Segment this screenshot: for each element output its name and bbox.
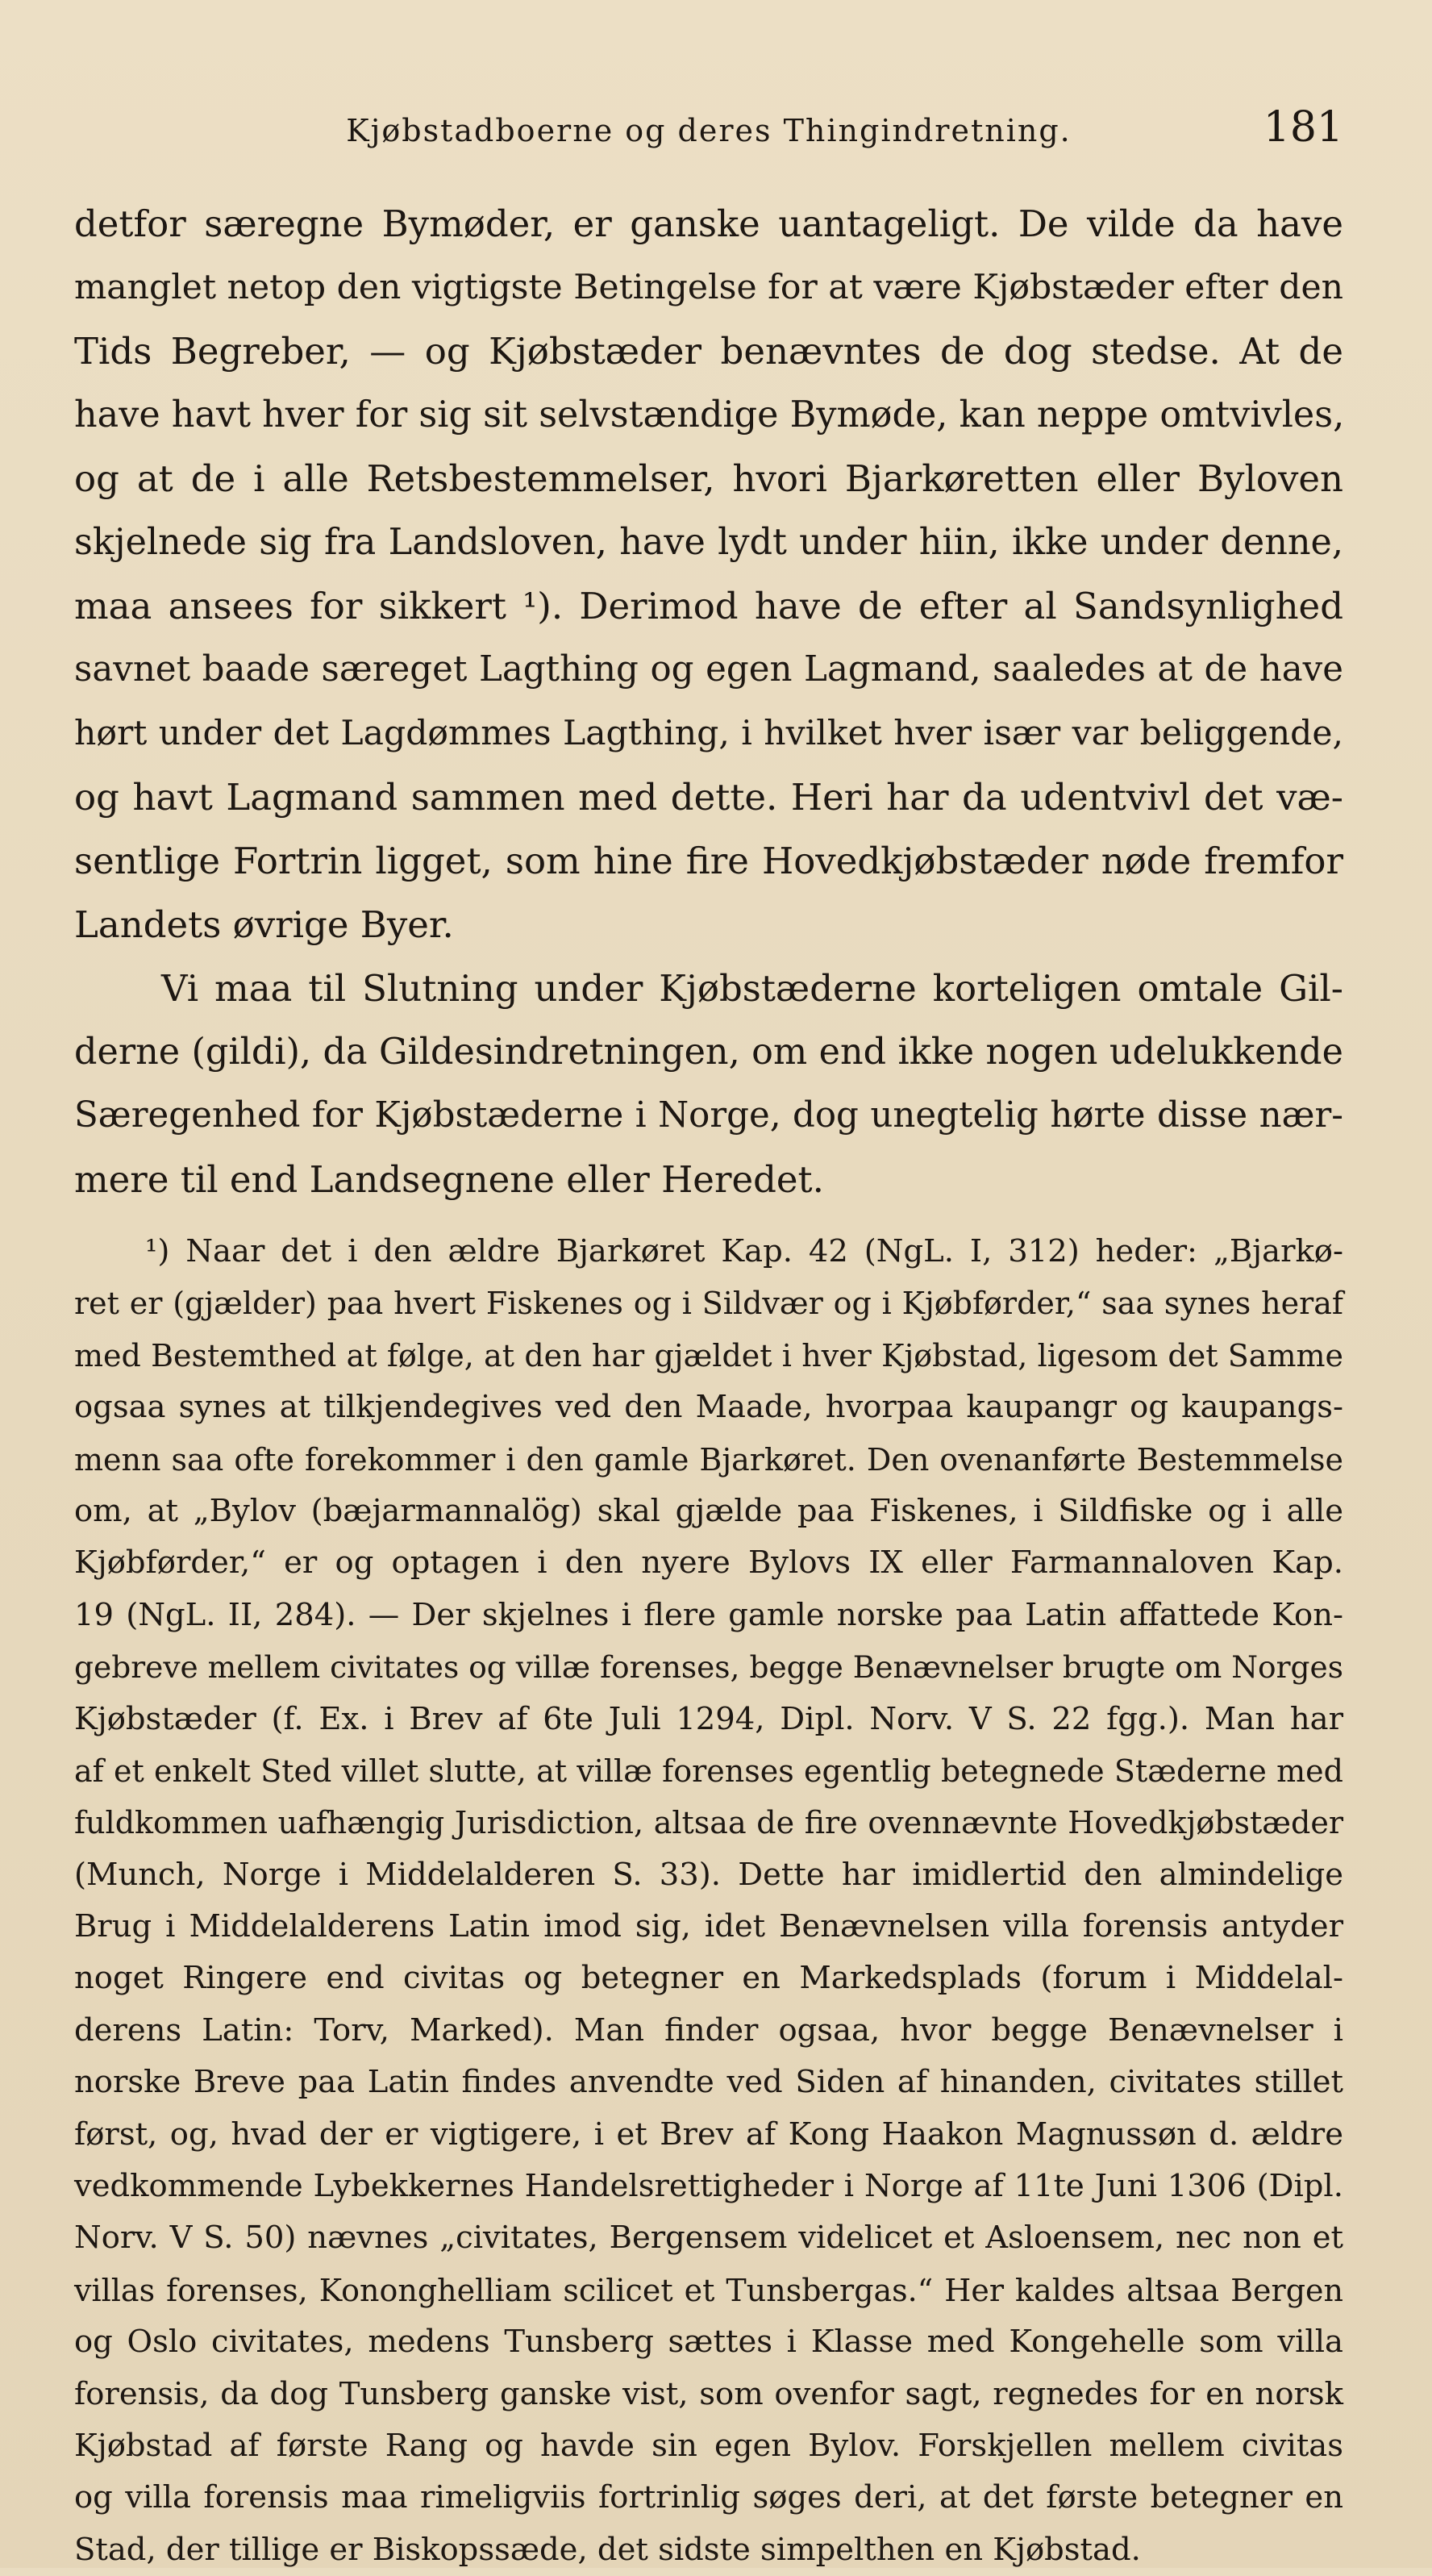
body-line: og havt Lagmand sammen med dette. Heri har da udentvivl det væ-	[74, 776, 1343, 819]
footnote-line: ¹) Naar det i den ældre Bjarkøret Kap. 42 (NgL. I, 312) heder: „Bjarkø-	[145, 1233, 1343, 1269]
footnote-line: og Oslo civitates, medens Tunsberg sættes i Klasse med Kongehelle som villa	[74, 2324, 1343, 2361]
body-line: mere til end Landsegnene eller Heredet.	[74, 1158, 824, 1201]
body-line: have havt hver for sig sit selvstændige Bymøde, kan neppe omtvivles,	[74, 394, 1345, 436]
footnote-line: Norv. V S. 50) nævnes „civitates, Bergensem videlicet et Asloensem, nec non et	[74, 2220, 1343, 2257]
footnote-line: noget Ringere end civitas og betegner en Markedsplads (forum i Middelal-	[74, 1960, 1343, 1997]
body-line: maa ansees for sikkert ¹). Derimod have de efter al Sandsynlighed	[74, 585, 1343, 627]
footnote-line: 19 (NgL. II, 284). — Der skjelnes i flere gamle norske paa Latin affattede Kon-	[74, 1596, 1343, 1633]
body-line: Tids Begreber, — og Kjøbstæder benævntes de dog stedse. At de	[74, 330, 1343, 373]
footnote-line: Kjøbførder,“ er og optagen i den nyere Bylovs IX eller Farmannaloven Kap.	[74, 1544, 1343, 1582]
body-line: og at de i alle Retsbestemmelser, hvori Bjarkøretten eller Byloven	[74, 457, 1343, 500]
body-line: savnet baade særeget Lagthing og egen Lagmand, saaledes at de have	[74, 649, 1343, 690]
body-line: sentlige Fortrin ligget, som hine fire Hovedkjøbstæder nøde fremfor	[74, 840, 1343, 882]
footnote-line: norske Breve paa Latin findes anvendte ved Siden af hinanden, civitates stillet	[74, 2064, 1343, 2101]
footnote-line: af et enkelt Sted villet slutte, at villæ forenses egentlig betegnede Stæderne med	[74, 1753, 1343, 1789]
footnote	[74, 1226, 1343, 2576]
footnote-line: Stad, der tillige er Biskopssæde, det sidste simpelthen en Kjøbstad.	[74, 2531, 1141, 2568]
footnote-line: gebreve mellem civitates og villæ forenses, begge Benævnelser brugte om Norges	[74, 1649, 1343, 1686]
body-line: detfor særegne Bymøder, er ganske uantageligt. De vilde da have	[74, 202, 1343, 245]
body-line: skjelnede sig fra Landsloven, have lydt under hiin, ikke under denne,	[74, 522, 1343, 563]
footnote-line: om, at „Bylov (bæjarmannalög) skal gjælde paa Fiskenes, i Sildfiske og i alle	[74, 1492, 1343, 1529]
footnote-line: med Bestemthed at følge, at den har gjældet i hver Kjøbstad, ligesom det Samme	[74, 1337, 1343, 1373]
footnote-line: ret er (gjælder) paa hvert Fiskenes og i Sildvær og i Kjøbførder,“ saa synes heraf	[74, 1286, 1343, 1322]
footnote-line: derens Latin: Torv, Marked). Man finder ogsaa, hvor begge Benævnelser i	[74, 2011, 1343, 2049]
footnote-line: Kjøbstæder (f. Ex. i Brev af 6te Juli 1294, Dipl. Norv. V S. 22 fgg.). Man har	[74, 1700, 1343, 1737]
footnote-line: først, og, hvad der er vigtigere, i et Brev af Kong Haakon Magnussøn d. ældre	[74, 2115, 1343, 2153]
footnote-line: vedkommende Lybekkernes Handelsrettigheder i Norge af 11te Juni 1306 (Dipl.	[74, 2168, 1343, 2205]
body-text	[74, 192, 1343, 1211]
body-line: derne (gildi), da Gildesindretningen, om end ikke nogen udelukkende	[74, 1032, 1343, 1073]
footnote-line: fuldkommen uafhængig Jurisdiction, altsaa de fire ovennævnte Hovedkjøbstæder	[74, 1805, 1343, 1841]
body-line: Vi maa til Slutning under Kjøbstæderne korteligen omtale Gil-	[161, 967, 1343, 1010]
footnote-line: Kjøbstad af første Rang og havde sin egen Bylov. Forskjellen mellem civitas	[74, 2427, 1343, 2464]
footnote-line: ogsaa synes at tilkjendegives ved den Maade, hvorpaa kaupangr og kaupangs-	[74, 1389, 1343, 1426]
body-line: hørt under det Lagdømmes Lagthing, i hvilket hver især var beliggende,	[74, 714, 1343, 753]
footnote-line: forensis, da dog Tunsberg ganske vist, som ovenfor sagt, regnedes for en norsk	[74, 2375, 1343, 2412]
page-header	[74, 103, 1343, 168]
running-title: Kjøbstadboerne og deres Thingindretning.	[346, 113, 1072, 148]
body-line: Landets øvrige Byer.	[74, 903, 454, 946]
footnote-line: Brug i Middelalderens Latin imod sig, idet Benævnelsen villa forensis antyder	[74, 1908, 1343, 1945]
footnote-line: villas forenses, Kononghelliam scilicet et Tunsbergas.“ Her kaldes altsaa Bergen	[74, 2272, 1343, 2308]
page-number: 181	[1263, 103, 1343, 152]
body-line: manglet netop den vigtigste Betingelse for at være Kjøbstæder efter den	[74, 268, 1343, 307]
footnote-line: og villa forensis maa rimeligviis fortrinlig søges deri, at det første betegner en	[74, 2479, 1343, 2516]
footnote-line: menn saa ofte forekommer i den gamle Bjarkøret. Den ovenanførte Bestemmelse	[74, 1441, 1343, 1478]
body-line: Særegenhed for Kjøbstæderne i Norge, dog unegtelig hørte disse nær-	[74, 1095, 1343, 1136]
footnote-line: (Munch, Norge i Middelalderen S. 33). Dette har imidlertid den almindelige	[74, 1856, 1343, 1893]
